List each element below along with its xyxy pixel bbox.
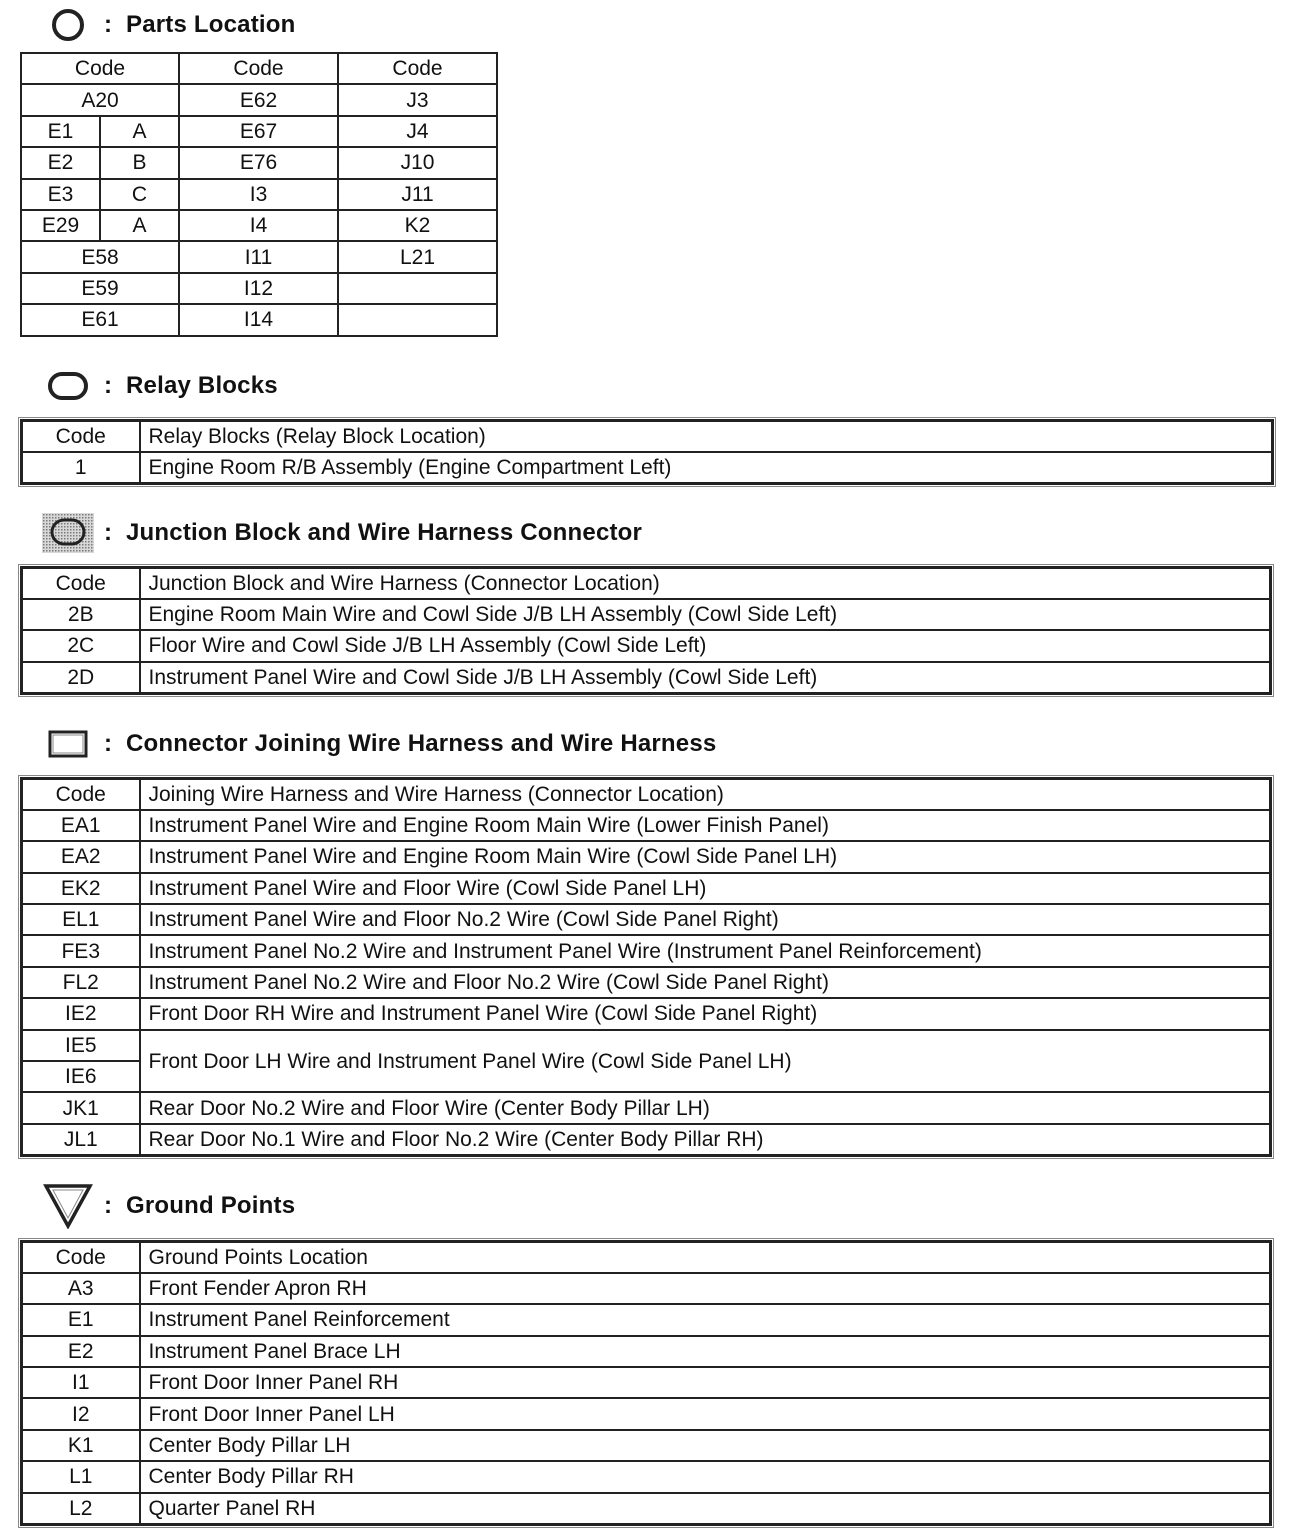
description-cell: Instrument Panel Wire and Cowl Side J/B LH Assembly (Cowl Side Left): [140, 662, 1271, 693]
heading-colon: :: [104, 11, 112, 38]
description-cell: Front Door RH Wire and Instrument Panel Wire (Cowl Side Panel Right): [140, 998, 1271, 1029]
header-code: Code: [22, 421, 140, 452]
description-cell: Rear Door No.1 Wire and Floor No.2 Wire (Center Body Pillar RH): [140, 1124, 1271, 1155]
code-cell: I2: [22, 1398, 140, 1429]
code-cell: I3: [179, 179, 338, 210]
table-row: [22, 998, 1271, 1029]
code-cell: IE5: [22, 1030, 140, 1061]
description-cell: Instrument Panel Wire and Engine Room Main Wire (Lower Finish Panel): [140, 810, 1271, 841]
code-cell: I11: [179, 241, 338, 272]
code-cell: J3: [338, 84, 497, 115]
description-cell: Front Door Inner Panel LH: [140, 1398, 1271, 1429]
connector-joining-heading: [40, 724, 716, 764]
section-title: Ground Points: [126, 1192, 296, 1219]
code-cell: FE3: [22, 935, 140, 966]
heading-colon: :: [104, 372, 112, 399]
header-code: Code: [21, 53, 179, 84]
code-cell: E2: [21, 147, 100, 178]
code-cell: JL1: [22, 1124, 140, 1155]
junction-block-table: [20, 566, 1272, 695]
section-title: Parts Location: [126, 11, 296, 38]
table-row: [22, 1304, 1271, 1335]
description-cell: Engine Room Main Wire and Cowl Side J/B LH Assembly (Cowl Side Left): [140, 599, 1271, 630]
ground-points-table: [20, 1240, 1272, 1526]
empty-cell: [338, 273, 497, 304]
table-row: [21, 273, 497, 304]
table-row: [21, 241, 497, 272]
description-cell: Front Fender Apron RH: [140, 1273, 1271, 1304]
description-cell: Center Body Pillar LH: [140, 1430, 1271, 1461]
code-cell: E1: [22, 1304, 140, 1335]
code-cell: E62: [179, 84, 338, 115]
code-cell: JK1: [22, 1092, 140, 1123]
code-cell: FL2: [22, 967, 140, 998]
code-cell: I1: [22, 1367, 140, 1398]
header-description: Ground Points Location: [140, 1242, 1271, 1273]
description-cell: Engine Room R/B Assembly (Engine Compartment Left): [140, 452, 1273, 483]
table-row: [21, 147, 497, 178]
circle-icon: [40, 5, 96, 45]
code-cell: 2D: [22, 662, 140, 693]
table-row: [22, 1398, 1271, 1429]
code-cell: EA1: [22, 810, 140, 841]
description-cell: Instrument Panel Wire and Floor No.2 Wire (Cowl Side Panel Right): [140, 904, 1271, 935]
section-title: Relay Blocks: [126, 372, 278, 399]
code-cell: L21: [338, 241, 497, 272]
code-cell: EK2: [22, 873, 140, 904]
code-cell: E1: [21, 116, 100, 147]
section-title: Junction Block and Wire Harness Connector: [126, 519, 643, 546]
code-cell: E58: [21, 241, 179, 272]
code-cell: E61: [21, 304, 179, 335]
empty-cell: [338, 304, 497, 335]
code-cell: E29: [21, 210, 100, 241]
description-cell: Instrument Panel No.2 Wire and Instrument Panel Wire (Instrument Panel Reinforcement): [140, 935, 1271, 966]
table-row: [22, 1030, 1271, 1061]
table-row: [22, 662, 1271, 693]
heading-colon: :: [104, 730, 112, 757]
table-row: [22, 630, 1271, 661]
table-header-row: [22, 421, 1273, 452]
sub-code-cell: A: [100, 210, 179, 241]
header-code: Code: [22, 568, 140, 599]
code-cell: E67: [179, 116, 338, 147]
connector-joining-table: [20, 777, 1272, 1157]
table-header-row: [22, 779, 1271, 810]
code-cell: E59: [21, 273, 179, 304]
sub-code-cell: B: [100, 147, 179, 178]
description-cell: Rear Door No.2 Wire and Floor Wire (Center Body Pillar LH): [140, 1092, 1271, 1123]
code-cell: E2: [22, 1336, 140, 1367]
table-row: [22, 1461, 1271, 1492]
table-row: [22, 1430, 1271, 1461]
description-cell: Instrument Panel Wire and Engine Room Main Wire (Cowl Side Panel LH): [140, 841, 1271, 872]
table-row: [22, 599, 1271, 630]
table-row: [22, 1273, 1271, 1304]
table-row: [22, 1336, 1271, 1367]
rounded-rectangle-icon: [40, 366, 96, 406]
table-row: [22, 810, 1271, 841]
sub-code-cell: C: [100, 179, 179, 210]
code-cell: 1: [22, 452, 140, 483]
description-cell: Quarter Panel RH: [140, 1493, 1271, 1524]
parts-location-table: [20, 52, 498, 337]
code-cell: EL1: [22, 904, 140, 935]
table-row: [22, 1124, 1271, 1155]
code-cell: I4: [179, 210, 338, 241]
table-row: [22, 1367, 1271, 1398]
section-title: Connector Joining Wire Harness and Wire Harness: [126, 730, 717, 757]
header-code: Code: [22, 779, 140, 810]
code-cell: A3: [22, 1273, 140, 1304]
code-cell: L2: [22, 1493, 140, 1524]
code-cell: 2C: [22, 630, 140, 661]
code-cell: K1: [22, 1430, 140, 1461]
shaded-rounded-rectangle-icon: [40, 513, 96, 553]
table-row: [21, 116, 497, 147]
header-description: Junction Block and Wire Harness (Connector Location): [140, 568, 1271, 599]
rectangle-icon: [40, 724, 96, 764]
table-header-row: [22, 568, 1271, 599]
table-row: [22, 1092, 1271, 1123]
header-code: Code: [22, 1242, 140, 1273]
code-cell: I12: [179, 273, 338, 304]
description-cell: Front Door LH Wire and Instrument Panel Wire (Cowl Side Panel LH): [140, 1030, 1271, 1093]
header-description: Relay Blocks (Relay Block Location): [140, 421, 1273, 452]
table-row: [22, 935, 1271, 966]
code-cell: A20: [21, 84, 179, 115]
triangle-down-icon: [40, 1186, 96, 1226]
description-cell: Instrument Panel Wire and Floor Wire (Cowl Side Panel LH): [140, 873, 1271, 904]
heading-colon: :: [104, 519, 112, 546]
table-row: [21, 179, 497, 210]
header-description: Joining Wire Harness and Wire Harness (Connector Location): [140, 779, 1271, 810]
table-header-row: [22, 1242, 1271, 1273]
junction-block-heading: [40, 513, 642, 553]
code-cell: IE6: [22, 1061, 140, 1092]
table-row: [22, 452, 1273, 483]
table-header-row: [21, 53, 497, 84]
code-cell: J4: [338, 116, 497, 147]
table-row: [21, 304, 497, 335]
description-cell: Instrument Panel Brace LH: [140, 1336, 1271, 1367]
header-code: Code: [179, 53, 338, 84]
ground-points-heading: [40, 1186, 295, 1226]
relay-blocks-table: [20, 419, 1274, 485]
code-cell: E76: [179, 147, 338, 178]
code-cell: I14: [179, 304, 338, 335]
table-row: [22, 873, 1271, 904]
code-cell: J10: [338, 147, 497, 178]
description-cell: Instrument Panel No.2 Wire and Floor No.2 Wire (Cowl Side Panel Right): [140, 967, 1271, 998]
sub-code-cell: A: [100, 116, 179, 147]
code-cell: J11: [338, 179, 497, 210]
table-row: [22, 841, 1271, 872]
header-code: Code: [338, 53, 497, 84]
code-cell: EA2: [22, 841, 140, 872]
table-row: [22, 1493, 1271, 1524]
parts-location-heading: [40, 5, 296, 45]
table-row: [21, 84, 497, 115]
description-cell: Instrument Panel Reinforcement: [140, 1304, 1271, 1335]
description-cell: Front Door Inner Panel RH: [140, 1367, 1271, 1398]
heading-colon: :: [104, 1192, 112, 1219]
description-cell: Floor Wire and Cowl Side J/B LH Assembly (Cowl Side Left): [140, 630, 1271, 661]
description-cell: Center Body Pillar RH: [140, 1461, 1271, 1492]
code-cell: L1: [22, 1461, 140, 1492]
table-row: [22, 967, 1271, 998]
table-row: [22, 904, 1271, 935]
relay-blocks-heading: [40, 366, 278, 406]
table-row: [21, 210, 497, 241]
code-cell: K2: [338, 210, 497, 241]
code-cell: 2B: [22, 599, 140, 630]
code-cell: E3: [21, 179, 100, 210]
code-cell: IE2: [22, 998, 140, 1029]
